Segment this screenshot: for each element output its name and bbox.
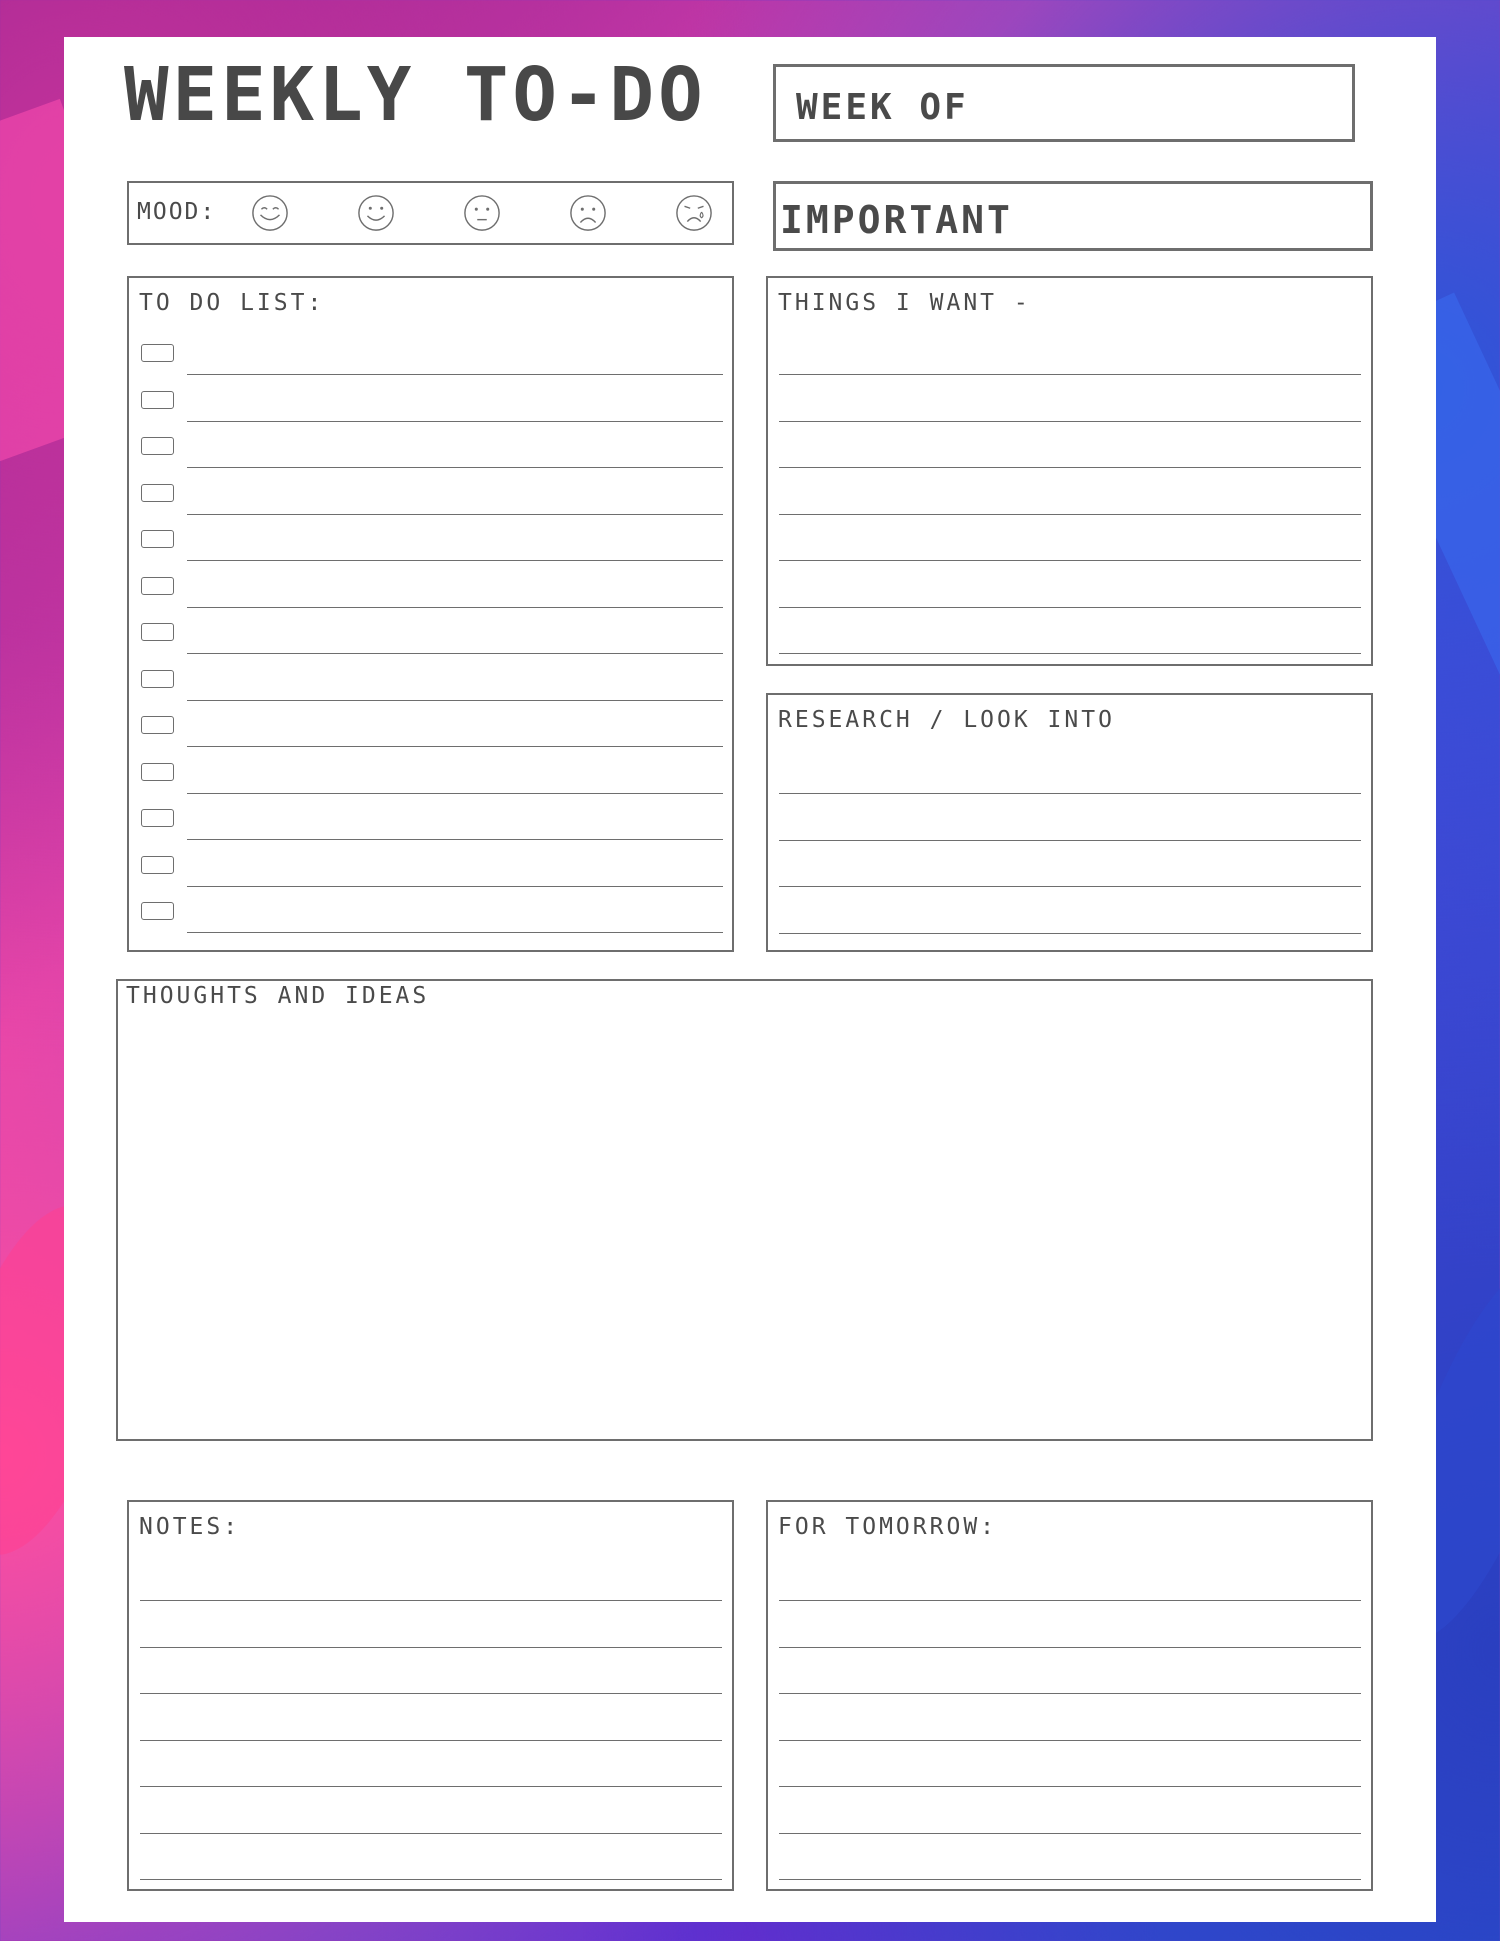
todo-line[interactable] xyxy=(187,886,723,887)
thoughts-label: THOUGHTS AND IDEAS xyxy=(126,983,430,1009)
mood-label: MOOD: xyxy=(137,199,217,225)
smiling-face-icon[interactable] xyxy=(357,194,395,232)
for-tomorrow-line[interactable] xyxy=(779,1833,1361,1834)
todo-line[interactable] xyxy=(187,607,723,608)
todo-checkbox[interactable] xyxy=(141,623,174,641)
notes-line[interactable] xyxy=(140,1647,722,1648)
things-i-want-line[interactable] xyxy=(779,653,1361,654)
todo-checkbox[interactable] xyxy=(141,670,174,688)
for-tomorrow-line[interactable] xyxy=(779,1786,1361,1787)
notes-line[interactable] xyxy=(140,1879,722,1880)
for-tomorrow-line[interactable] xyxy=(779,1647,1361,1648)
todo-line[interactable] xyxy=(187,839,723,840)
research-line[interactable] xyxy=(779,886,1361,887)
todo-line[interactable] xyxy=(187,700,723,701)
things-i-want-section xyxy=(766,276,1373,666)
for-tomorrow-line[interactable] xyxy=(779,1879,1361,1880)
for-tomorrow-line[interactable] xyxy=(779,1693,1361,1694)
things-i-want-label: THINGS I WANT - xyxy=(778,290,1031,316)
todo-checkbox[interactable] xyxy=(141,391,174,409)
todo-line[interactable] xyxy=(187,421,723,422)
todo-checkbox[interactable] xyxy=(141,437,174,455)
laughing-face-icon[interactable] xyxy=(251,194,289,232)
research-label: RESEARCH / LOOK INTO xyxy=(778,707,1115,733)
todo-list-section xyxy=(127,276,734,952)
todo-checkbox[interactable] xyxy=(141,809,174,827)
todo-checkbox[interactable] xyxy=(141,716,174,734)
for-tomorrow-section xyxy=(766,1500,1373,1891)
things-i-want-line[interactable] xyxy=(779,374,1361,375)
neutral-face-icon[interactable] xyxy=(463,194,501,232)
crying-face-icon[interactable] xyxy=(675,194,713,232)
todo-line[interactable] xyxy=(187,374,723,375)
notes-line[interactable] xyxy=(140,1786,722,1787)
page-title: WEEKLY TO-DO xyxy=(124,52,707,138)
todo-checkbox[interactable] xyxy=(141,484,174,502)
things-i-want-line[interactable] xyxy=(779,560,1361,561)
todo-line[interactable] xyxy=(187,932,723,933)
todo-line[interactable] xyxy=(187,514,723,515)
things-i-want-line[interactable] xyxy=(779,514,1361,515)
todo-checkbox[interactable] xyxy=(141,344,174,362)
todo-checkbox[interactable] xyxy=(141,530,174,548)
research-line[interactable] xyxy=(779,793,1361,794)
week-of-label: WEEK OF xyxy=(796,87,969,128)
research-section xyxy=(766,693,1373,952)
notes-line[interactable] xyxy=(140,1833,722,1834)
notes-label: NOTES: xyxy=(139,1514,241,1540)
notes-line[interactable] xyxy=(140,1740,722,1741)
todo-checkbox[interactable] xyxy=(141,902,174,920)
notes-line[interactable] xyxy=(140,1600,722,1601)
todo-line[interactable] xyxy=(187,746,723,747)
todo-line[interactable] xyxy=(187,560,723,561)
important-label: IMPORTANT xyxy=(780,198,1013,242)
notes-section xyxy=(127,1500,734,1891)
things-i-want-line[interactable] xyxy=(779,421,1361,422)
important-field[interactable] xyxy=(773,181,1373,251)
research-line[interactable] xyxy=(779,840,1361,841)
week-of-field[interactable] xyxy=(773,64,1355,142)
frowning-face-icon[interactable] xyxy=(569,194,607,232)
for-tomorrow-label: FOR TOMORROW: xyxy=(778,1514,998,1540)
thoughts-section[interactable] xyxy=(116,979,1373,1441)
research-line[interactable] xyxy=(779,933,1361,934)
for-tomorrow-line[interactable] xyxy=(779,1600,1361,1601)
things-i-want-line[interactable] xyxy=(779,607,1361,608)
todo-checkbox[interactable] xyxy=(141,856,174,874)
for-tomorrow-line[interactable] xyxy=(779,1740,1361,1741)
mood-tracker xyxy=(127,181,734,245)
todo-line[interactable] xyxy=(187,653,723,654)
notes-line[interactable] xyxy=(140,1693,722,1694)
todo-line[interactable] xyxy=(187,793,723,794)
todo-checkbox[interactable] xyxy=(141,577,174,595)
todo-list-label: TO DO LIST: xyxy=(139,290,325,316)
todo-line[interactable] xyxy=(187,467,723,468)
todo-checkbox[interactable] xyxy=(141,763,174,781)
things-i-want-line[interactable] xyxy=(779,467,1361,468)
